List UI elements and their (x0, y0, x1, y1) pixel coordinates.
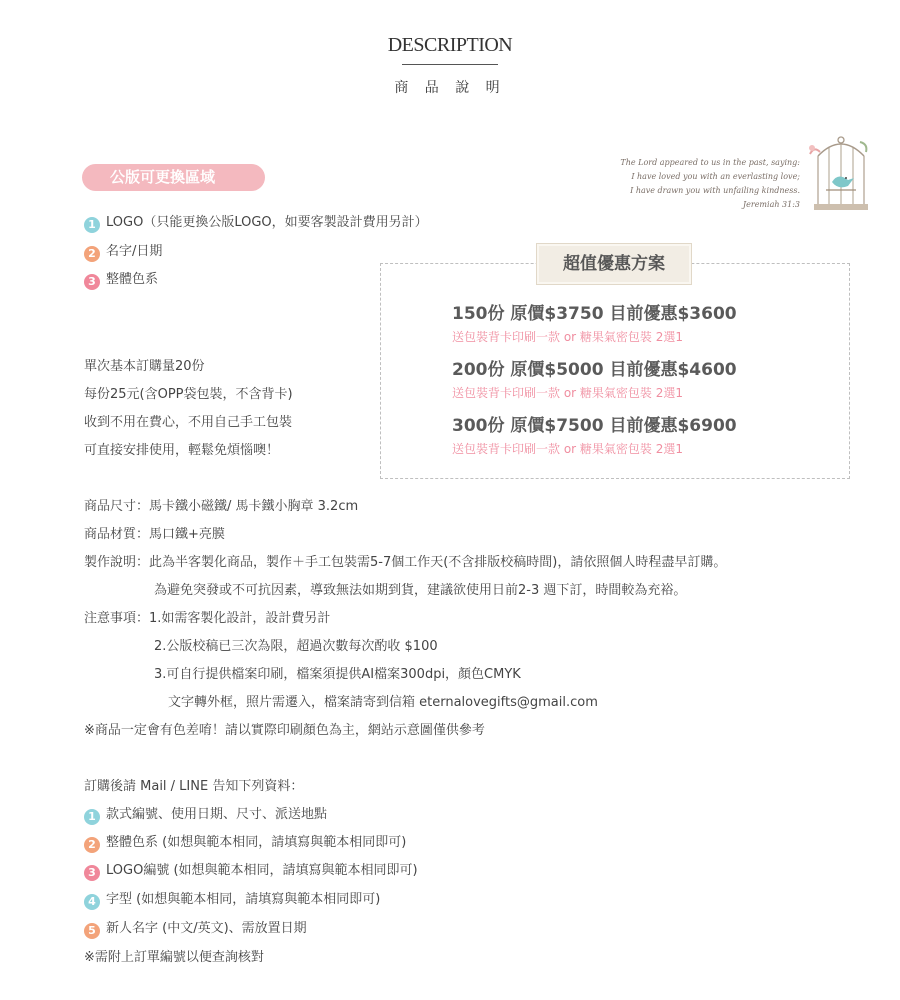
number-3-icon: 3 (84, 865, 100, 881)
after-order-item-3 (84, 859, 418, 881)
birdcage-icon (808, 134, 874, 216)
spec-notice-item: 2.公版校稿已三次為限，超過次數每次酌收 $100 (154, 639, 438, 654)
custom-item-label: 整體色系 (106, 272, 159, 287)
bible-quote (620, 156, 800, 212)
quote-line: I have drawn you with unfailing kindness. (630, 186, 800, 195)
page-title: DESCRIPTION (387, 34, 513, 56)
quote-line: The Lord appeared to us in the past, saying: (620, 158, 800, 167)
spec-notice-item: 3.可自行提供檔案印刷，檔案須提供AI檔案300dpi，顏色CMYK (154, 667, 521, 682)
offer-price-150: 150份 原價$3750 目前優惠$3600 (452, 304, 737, 324)
custom-area-badge: 公版可更換區域 (82, 164, 265, 191)
spec-notice-item: 文字轉外框，照片需遷入，檔案請寄到信箱 eternalovegifts@gmail.com (168, 695, 598, 710)
after-order-item-2 (84, 831, 406, 853)
spec-notice: 注意事項：1.如需客製化設計，設計費另計 (84, 611, 331, 626)
spec-production: 製作說明：此為半客製化商品，製作＋手工包裝需5-7個工作天(不含排版校稿時間)，請依照個人時程盡早訂購。 (84, 555, 727, 570)
after-order-label: LOGO編號 (如想與範本相同，請填寫與範本相同即可) (106, 863, 418, 878)
after-order-label: 新人名字 (中文/英文)、需放置日期 (106, 921, 307, 936)
order-info-line: 收到不用在費心，不用自己手工包裝 (84, 415, 293, 430)
after-order-label: 整體色系 (如想與範本相同，請填寫與範本相同即可) (106, 835, 407, 850)
custom-item-2 (84, 240, 162, 262)
number-1-icon: 1 (84, 217, 100, 233)
spec-material: 商品材質：馬口鐵+亮膜 (84, 527, 225, 542)
order-info-line: 單次基本訂購量20份 (84, 359, 205, 374)
number-2-icon: 2 (84, 837, 100, 853)
page-subtitle: 商 品 說 明 (394, 80, 506, 96)
after-order-item-1 (84, 803, 327, 825)
number-2-icon: 2 (84, 246, 100, 262)
number-1-icon: 1 (84, 809, 100, 825)
after-order-label: 款式編號、使用日期、尺寸、派送地點 (106, 807, 328, 822)
spec-size: 商品尺寸：馬卡鐵小磁鐵/ 馬卡鐵小胸章 3.2cm (84, 499, 359, 514)
offer-tag: 超值優惠方案 (536, 243, 692, 285)
quote-line: I have loved you with an everlasting love; (631, 172, 800, 181)
custom-item-3 (84, 268, 158, 290)
after-order-heading: 訂購後請 Mail / LINE 告知下列資料： (84, 779, 304, 794)
offer-bonus: 送包裝背卡印刷一款 or 糖果氣密包裝 2選1 (452, 386, 683, 400)
title-divider (402, 64, 498, 65)
after-order-footer: ※需附上訂單編號以便查詢核對 (84, 950, 264, 965)
order-info-line: 可直接安排使用，輕鬆免煩惱噢！ (84, 443, 280, 458)
custom-item-1 (84, 211, 428, 233)
offer-bonus: 送包裝背卡印刷一款 or 糖果氣密包裝 2選1 (452, 442, 683, 456)
spec-color-warning: ※商品一定會有色差唷！請以實際印刷顏色為主，網站示意圖僅供參考 (84, 723, 485, 738)
custom-item-label: LOGO（只能更換公版LOGO，如要客製設計費用另計） (106, 215, 428, 230)
number-4-icon: 4 (84, 894, 100, 910)
offer-price-200: 200份 原價$5000 目前優惠$4600 (452, 360, 737, 380)
custom-item-label: 名字/日期 (106, 244, 163, 259)
offer-bonus: 送包裝背卡印刷一款 or 糖果氣密包裝 2選1 (452, 330, 683, 344)
number-5-icon: 5 (84, 923, 100, 939)
after-order-label: 字型 (如想與範本相同，請填寫與範本相同即可) (106, 892, 381, 907)
order-info-line: 每份25元(含OPP袋包裝，不含背卡) (84, 387, 293, 402)
quote-reference: Jeremiah 31:3 (742, 200, 800, 209)
number-3-icon: 3 (84, 274, 100, 290)
after-order-item-5 (84, 917, 307, 939)
spec-production-note: 為避免突發或不可抗因素，導致無法如期到貨，建議欲使用日前2-3 週下訂，時間較為充裕。 (154, 583, 687, 598)
after-order-item-4 (84, 888, 380, 910)
offer-price-300: 300份 原價$7500 目前優惠$6900 (452, 416, 737, 436)
